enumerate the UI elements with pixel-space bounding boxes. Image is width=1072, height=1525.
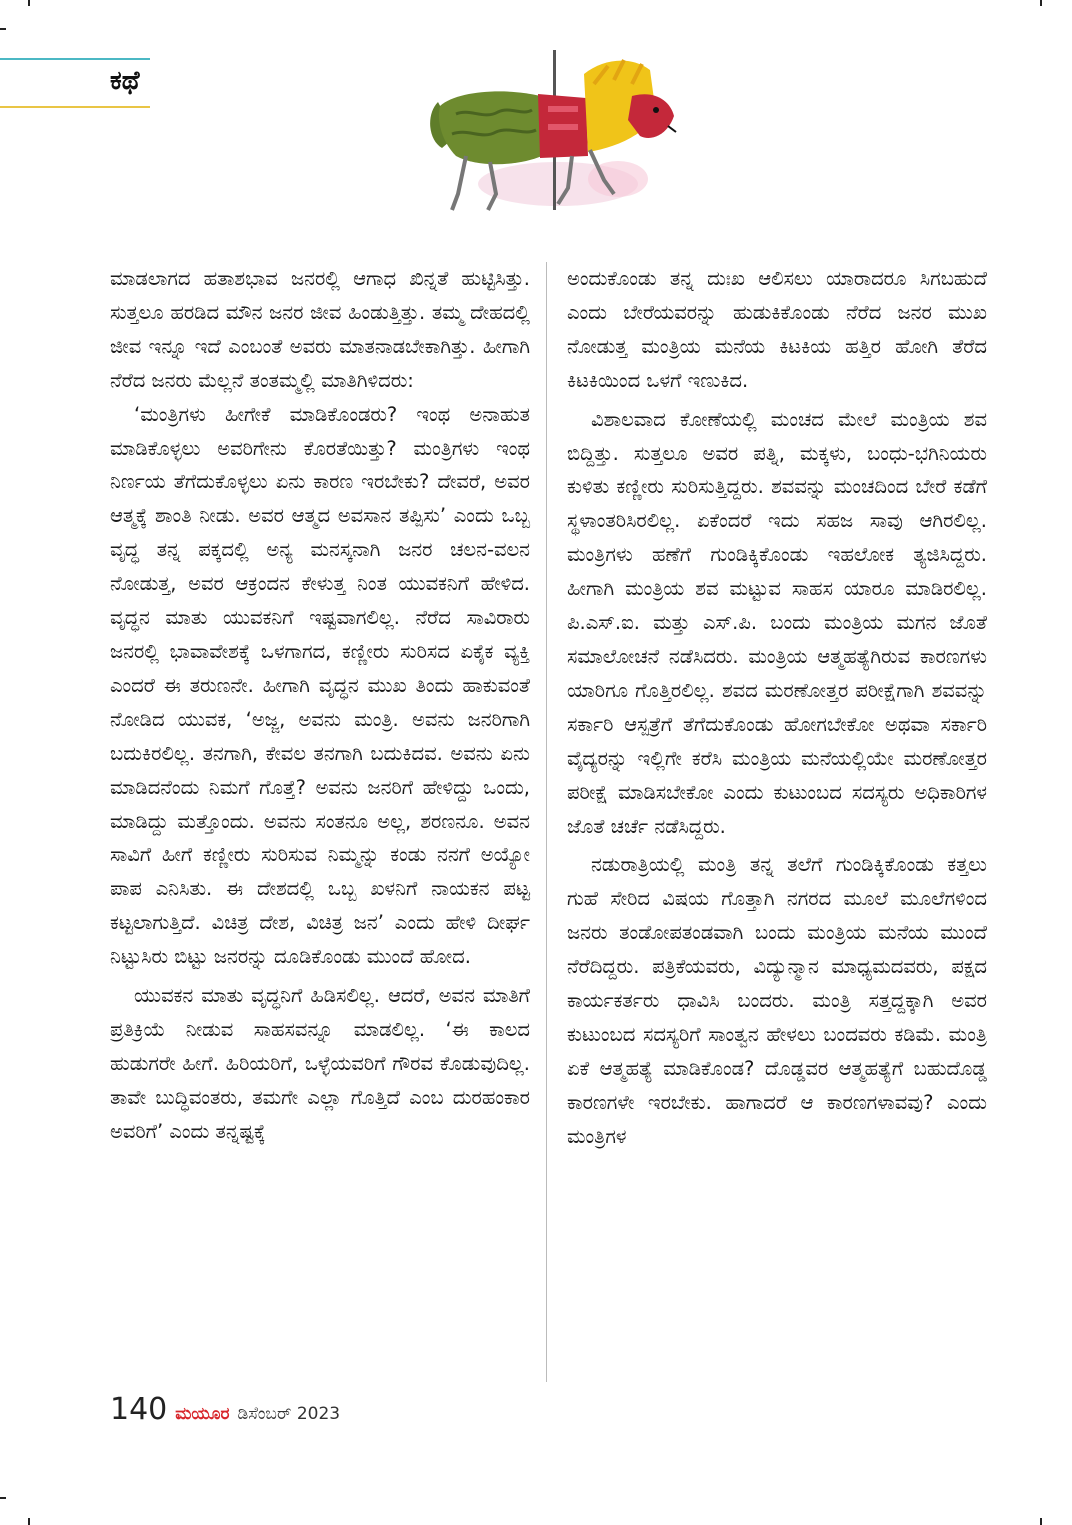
crop-mark-top-left-h (0, 28, 6, 30)
story-column-left (110, 262, 530, 1149)
paragraph: ‘ಮಂತ್ರಿಗಳು ಹೀಗೇಕೆ ಮಾಡಿಕೊಂಡರು? ಇಂಥ ಅನಾಹುತ ಮಾಡಿಕೊಳ್ಳಲು ಅವರಿಗೇನು ಕೊರತೆಯಿತ್ತು? ಮಂತ್ರಿಗಳು ಇಂಥ ನಿರ್ಣಯ ತೆಗೆದುಕೊಳ್ಳಲು ಏನು ಕಾರಣ ಇರಬೇಕು? ದೇವರೆ, ಅವರ ಆತ್ಮಕ್ಕೆ ಶಾಂತಿ ನೀಡು. ಅವರ ಆತ್ಮದ ಅವಸಾನ ತಪ್ಪಿಸು’ ಎಂದು ಒಬ್ಬ ವೃದ್ಧ ತನ್ನ ಪಕ್ಕದಲ್ಲಿ ಅನ್ಯ ಮನಸ್ಕನಾಗಿ ಜನರ ಚಲನ-ವಲನ ನೋಡುತ್ತ, ಅವರ ಆಕ್ರಂದನ ಕೇಳುತ್ತ ನಿಂತ ಯುವಕನಿಗೆ ಹೇಳಿದ. ವೃದ್ಧನ ಮಾತು ಯುವಕನಿಗೆ ಇಷ್ಟವಾಗಲಿಲ್ಲ. ನೆರೆದ ಸಾವಿರಾರು ಜನರಲ್ಲಿ ಭಾವಾವೇಶಕ್ಕೆ ಒಳಗಾಗದ, ಕಣ್ಣೀರು ಸುರಿಸದ ಏಕೈಕ ವ್ಯಕ್ತಿ ಎಂದರೆ ಈ ತರುಣನೇ. ಹೀಗಾಗಿ ವೃದ್ಧನ ಮುಖ ತಿಂದು ಹಾಕುವಂತೆ ನೋಡಿದ ಯುವಕ, ‘ಅಜ್ಜ, ಅವನು ಮಂತ್ರಿ. ಅವನು ಜನರಿಗಾಗಿ ಬದುಕಿರಲಿಲ್ಲ. ತನಗಾಗಿ, ಕೇವಲ ತನಗಾಗಿ ಬದುಕಿದವ. ಅವನು ಏನು ಮಾಡಿದನೆಂದು ನಿಮಗೆ ಗೊತ್ತೆ? ಅವನು ಜನರಿಗೆ ಹೇಳಿದ್ದು ಒಂದು, ಮಾಡಿದ್ದು ಮತ್ತೊಂದು. ಅವನು ಸಂತನೂ ಅಲ್ಲ, ಶರಣನೂ. ಅವನ ಸಾವಿಗೆ ಹೀಗೆ ಕಣ್ಣೀರು ಸುರಿಸುವ ನಿಮ್ಮನ್ನು ಕಂಡು ನನಗೆ ಅಯ್ಯೋ ಪಾಪ ಎನಿಸಿತು. ಈ ದೇಶದಲ್ಲಿ ಒಬ್ಬ ಖಳನಿಗೆ ನಾಯಕನ ಪಟ್ಟ ಕಟ್ಟಲಾಗುತ್ತಿದೆ. ವಿಚಿತ್ರ ದೇಶ, ವಿಚಿತ್ರ ಜನ’ ಎಂದು ಹೇಳಿ ದೀರ್ಘ ನಿಟ್ಟುಸಿರು ಬಿಟ್ಟು ಜನರನ್ನು ದೂಡಿಕೊಂಡು ಮುಂದೆ ಹೋದ. (110, 402, 530, 969)
issue-date: ಡಿಸೆಂಬರ್ 2023 (237, 1404, 341, 1424)
paragraph: ಮಾಡಲಾಗದ ಹತಾಶಭಾವ ಜನರಲ್ಲಿ ಆಗಾಧ ಖಿನ್ನತೆ ಹುಟ್ಟಿಸಿತ್ತು. ಸುತ್ತಲೂ ಹರಡಿದ ಮೌನ ಜನರ ಜೀವ ಹಿಂಡುತ್ತಿತ್ತು. ತಮ್ಮ ದೇಹದಲ್ಲಿ ಜೀವ ಇನ್ನೂ ಇದೆ ಎಂಬಂತೆ ಅವರು ಮಾತನಾಡಬೇಕಾಗಿತ್ತು. ಹೀಗಾಗಿ ನೆರೆದ ಜನರು ಮೆಲ್ಲನೆ ತಂತಮ್ಮಲ್ಲಿ ಮಾತಿಗಿಳಿದರು: (110, 267, 530, 392)
section-rule-yellow (0, 106, 150, 108)
paragraph: ಯುವಕನ ಮಾತು ವೃದ್ಧನಿಗೆ ಹಿಡಿಸಲಿಲ್ಲ. ಆದರೆ, ಅವನ ಮಾತಿಗೆ ಪ್ರತಿಕ್ರಿಯೆ ನೀಡುವ ಸಾಹಸವನ್ನೂ ಮಾಡಲಿಲ್ಲ. ‘ಈ ಕಾಲದ ಹುಡುಗರೇ ಹೀಗೆ. ಹಿರಿಯರಿಗೆ, ಒಳ್ಳೆಯವರಿಗೆ ಗೌರವ ಕೊಡುವುದಿಲ್ಲ. ತಾವೇ ಬುದ್ಧಿವಂತರು, ತಮಗೇ ಎಲ್ಲಾ ಗೊತ್ತಿದೆ ಎಂಬ ದುರಹಂಕಾರ ಅವರಿಗೆ’ ಎಂದು ತನ್ನಷ್ಟಕ್ಕೆ (110, 984, 530, 1143)
paragraph: ನಡುರಾತ್ರಿಯಲ್ಲಿ ಮಂತ್ರಿ ತನ್ನ ತಲೆಗೆ ಗುಂಡಿಕ್ಕಿಕೊಂಡು ಕತ್ತಲು ಗುಹೆ ಸೇರಿದ ವಿಷಯ ಗೊತ್ತಾಗಿ ನಗರದ ಮೂಲೆ ಮೂಲೆಗಳಿಂದ ಜನರು ತಂಡೋಪತಂಡವಾಗಿ ಬಂದು ಮಂತ್ರಿಯ ಮನೆಯ ಮುಂದೆ ನೆರೆದಿದ್ದರು. ಪತ್ರಿಕೆಯವರು, ವಿದ್ಯುನ್ಮಾನ ಮಾಧ್ಯಮದವರು, ಪಕ್ಷದ ಕಾರ್ಯಕರ್ತರು ಧಾವಿಸಿ ಬಂದರು. ಮಂತ್ರಿ ಸತ್ತದ್ದಕ್ಕಾಗಿ ಅವರ ಕುಟುಂಬದ ಸದಸ್ಯರಿಗೆ ಸಾಂತ್ವನ ಹೇಳಲು ಬಂದವರು ಕಡಿಮೆ. ಮಂತ್ರಿ ಏಕೆ ಆತ್ಮಹತ್ಯೆ ಮಾಡಿಕೊಂಡ? ದೊಡ್ಡವರ ಆತ್ಮಹತ್ಯೆಗೆ ಬಹುದೊಡ್ಡ ಕಾರಣಗಳೇ ಇರಬೇಕು. ಹಾಗಾದರೆ ಆ ಕಾರಣಗಳಾವವು? ಎಂದು ಮಂತ್ರಿಗಳ (567, 853, 987, 1148)
horse-illustration-icon (418, 44, 680, 214)
section-rule-teal (0, 58, 150, 60)
paragraph: ಅಂದುಕೊಂಡು ತನ್ನ ದುಃಖ ಆಲಿಸಲು ಯಾರಾದರೂ ಸಿಗಬಹುದೆ ಎಂದು ಬೇರೆಯವರನ್ನು ಹುಡುಕಿಕೊಂಡು ನೆರೆದ ಜನರ ಮುಖ ನೋಡುತ್ತ ಮಂತ್ರಿಯ ಮನೆಯ ಕಿಟಕಿಯ ಹತ್ತಿರ ಹೋಗಿ ತೆರೆದ ಕಿಟಕಿಯಿಂದ ಒಳಗೆ ಇಣುಕಿದ. (567, 267, 987, 392)
crop-mark-bottom-left-h (0, 1497, 6, 1499)
crop-mark-top-right (1040, 0, 1042, 6)
crop-mark-top-left (28, 0, 30, 6)
page-footer (110, 1392, 340, 1427)
story-column-right (567, 262, 987, 1154)
crop-mark-bottom-left (28, 1518, 30, 1525)
section-label: ಕಥೆ (110, 66, 140, 96)
column-divider (546, 262, 547, 1382)
crop-mark-bottom-right (1040, 1518, 1042, 1525)
page-number: 140 (110, 1392, 168, 1427)
magazine-logo: ಮಯೂರ (175, 1404, 230, 1424)
paragraph: ವಿಶಾಲವಾದ ಕೋಣೆಯಲ್ಲಿ ಮಂಚದ ಮೇಲೆ ಮಂತ್ರಿಯ ಶವ ಬಿದ್ದಿತ್ತು. ಸುತ್ತಲೂ ಅವರ ಪತ್ನಿ, ಮಕ್ಕಳು, ಬಂಧು-ಭಗಿನಿಯರು ಕುಳಿತು ಕಣ್ಣೀರು ಸುರಿಸುತ್ತಿದ್ದರು. ಶವವನ್ನು ಮಂಚದಿಂದ ಬೇರೆ ಕಡೆಗೆ ಸ್ಥಳಾಂತರಿಸಿರಲಿಲ್ಲ. ಏಕೆಂದರೆ ಇದು ಸಹಜ ಸಾವು ಆಗಿರಲಿಲ್ಲ. ಮಂತ್ರಿಗಳು ಹಣೆಗೆ ಗುಂಡಿಕ್ಕಿಕೊಂಡು ಇಹಲೋಕ ತ್ಯಜಿಸಿದ್ದರು. ಹೀಗಾಗಿ ಮಂತ್ರಿಯ ಶವ ಮಟ್ಟುವ ಸಾಹಸ ಯಾರೂ ಮಾಡಿರಲಿಲ್ಲ. ಪಿ.ಎಸ್.ಐ. ಮತ್ತು ಎಸ್.ಪಿ. ಬಂದು ಮಂತ್ರಿಯ ಮಗನ ಜೊತೆ ಸಮಾಲೋಚನೆ ನಡೆಸಿದರು. ಮಂತ್ರಿಯ ಆತ್ಮಹತ್ಯೆಗಿರುವ ಕಾರಣಗಳು ಯಾರಿಗೂ ಗೊತ್ತಿರಲಿಲ್ಲ. ಶವದ ಮರಣೋತ್ತರ ಪರೀಕ್ಷೆಗಾಗಿ ಶವವನ್ನು ಸರ್ಕಾರಿ ಆಸ್ಪತ್ರೆಗೆ ತೆಗೆದುಕೊಂಡು ಹೋಗಬೇಕೋ ಅಥವಾ ಸರ್ಕಾರಿ ವೈದ್ಯರನ್ನು ಇಲ್ಲಿಗೇ ಕರೆಸಿ ಮಂತ್ರಿಯ ಮನೆಯಲ್ಲಿಯೇ ಮರಣೋತ್ತರ ಪರೀಕ್ಷೆ ಮಾಡಿಸಬೇಕೋ ಎಂದು ಕುಟುಂಬದ ಸದಸ್ಯರು ಅಧಿಕಾರಿಗಳ ಜೊತೆ ಚರ್ಚೆ ನಡೆಸಿದ್ದರು. (567, 407, 987, 838)
